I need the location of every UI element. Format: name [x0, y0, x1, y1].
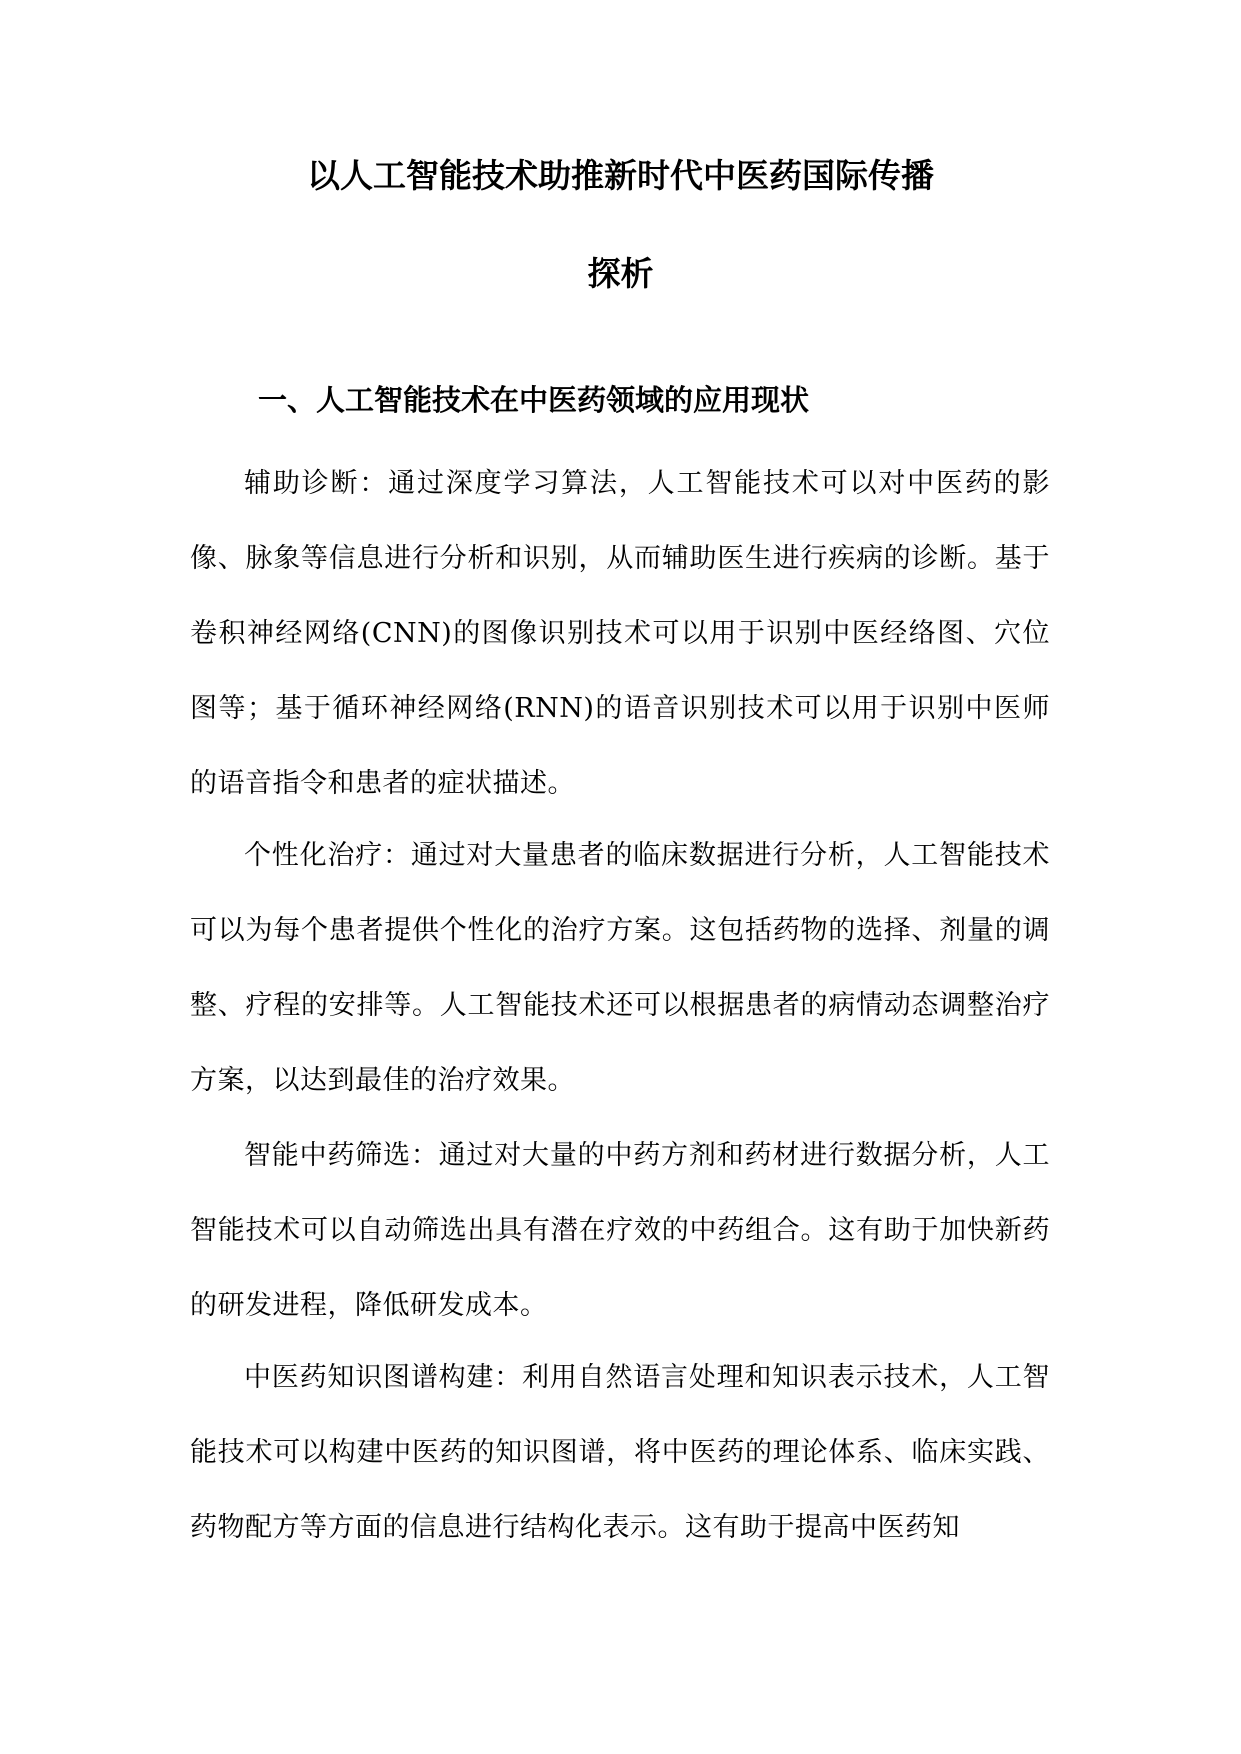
paragraph-personalized-treatment: 个性化治疗：通过对大量患者的临床数据进行分析，人工智能技术可以为每个患者提供个性化的治疗方案。这包括药物的选择、剂量的调整、疗程的安排等。人工智能技术还可以根据患者的病情动态调整治疗方案，以达到最佳的治疗效果。: [190, 840, 1050, 1096]
paragraph-knowledge-graph: 中医药知识图谱构建：利用自然语言处理和知识表示技术，人工智能技术可以构建中医药的知识图谱，将中医药的理论体系、临床实践、药物配方等方面的信息进行结构化表示。这有助于提高中医药知: [190, 1362, 1050, 1543]
section-heading: 一、人工智能技术在中医药领域的应用现状: [258, 383, 810, 417]
document-title-line-2: 探析: [587, 254, 654, 293]
paragraph-smart-herb-screening: 智能中药筛选：通过对大量的中药方剂和药材进行数据分析，人工智能技术可以自动筛选出具有潜在疗效的中药组合。这有助于加快新药的研发进程，降低研发成本。: [190, 1140, 1050, 1321]
paragraph-assisted-diagnosis: 辅助诊断：通过深度学习算法，人工智能技术可以对中医药的影像、脉象等信息进行分析和识别，从而辅助医生进行疾病的诊断。基于卷积神经网络(CNN)的图像识别技术可以用于识别中医经络图、穴位图等；基于循环神经网络(RNN)的语音识别技术可以用于识别中医师的语音指令和患者的症状描述。: [190, 468, 1050, 799]
document-title-line-1: 以人工智能技术助推新时代中医药国际传播: [307, 156, 934, 195]
